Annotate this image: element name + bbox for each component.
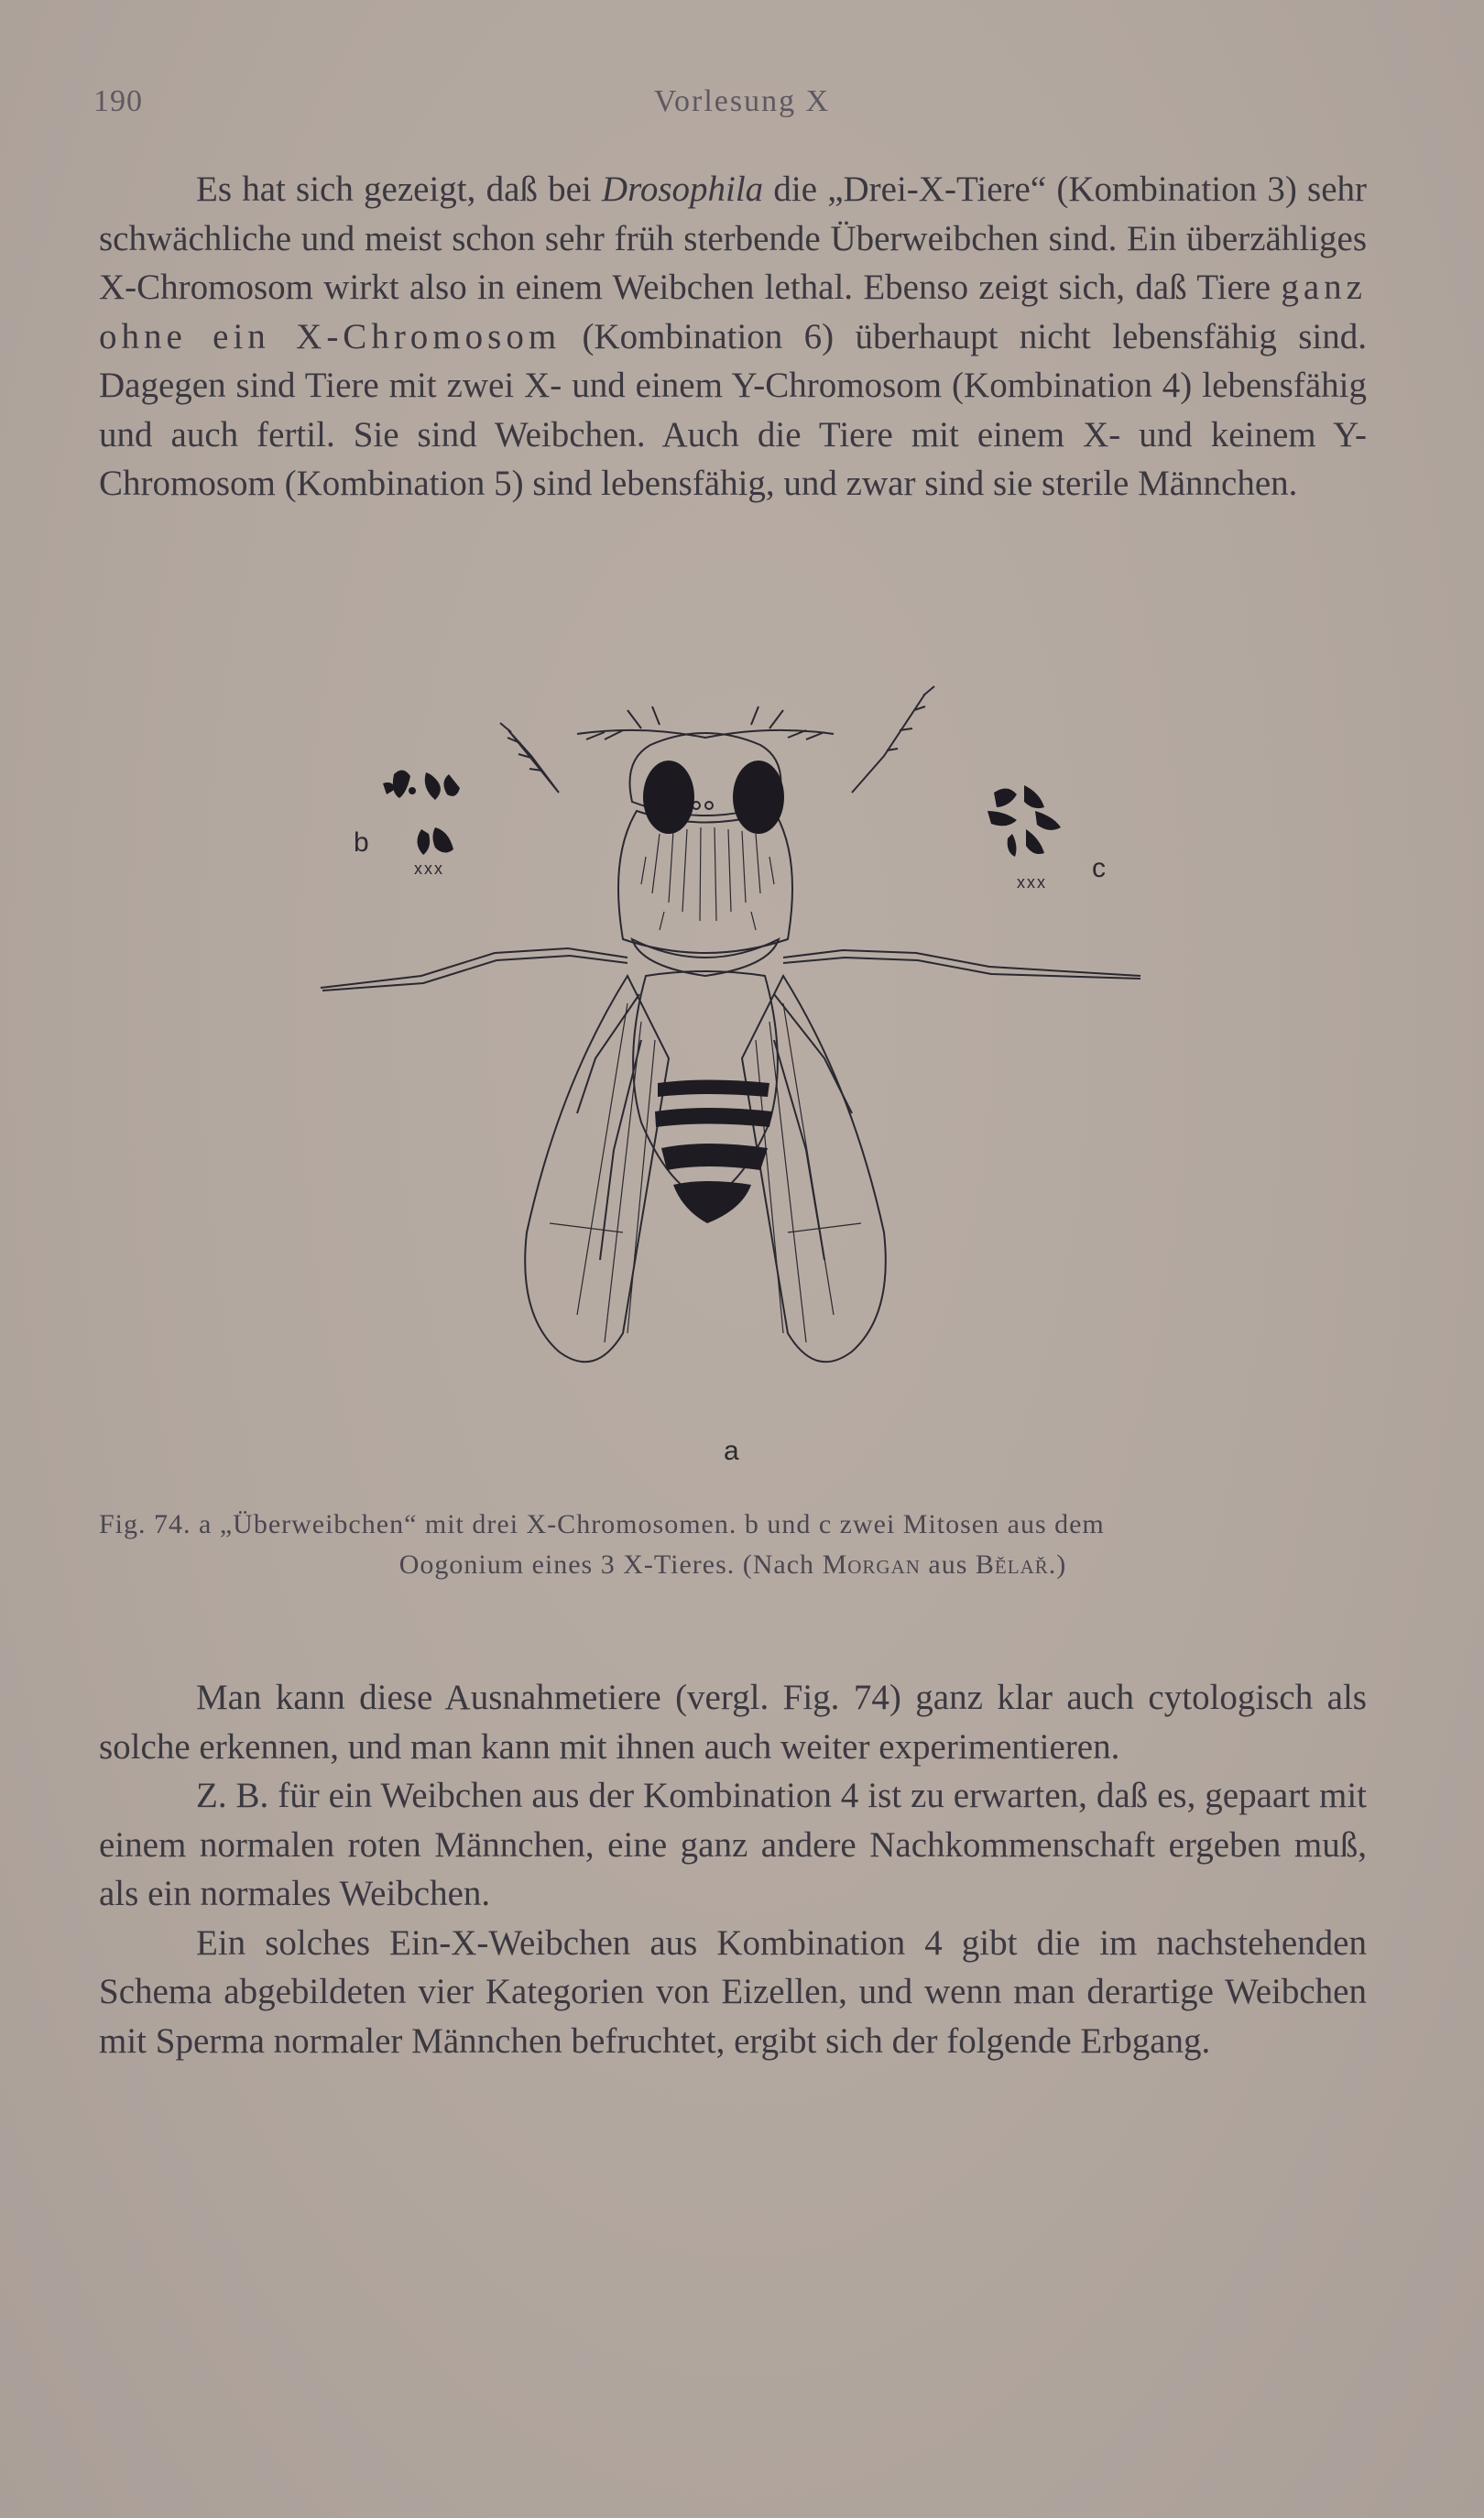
chromosome-group-c [988,785,1061,857]
caption-author-morgan: Morgan [822,1549,921,1580]
spaced-emphasis: ganz ohne ein X-Chromosom [99,268,1367,356]
caption-line-2-end: .) [1048,1549,1067,1580]
paragraph-ein-x-weibchen: Ein solches Ein-X-Weibchen aus Kombination 4 gibt die im nachstehenden Schema abgebildeten vier Kategorien von Eizellen, und wenn man derartige Weibchen mit Sperma normaler Männchen befruchtet, ergibt sich der folgende Erbgang. [99,1922,1367,2061]
paragraph1-part2: die „Drei-X-Tiere“ (Kombination 3) sehr schwächliche und meist schon sehr früh sterbende Überweibchen sind. Ein überzähliges X-Chromosom wirkt also in einem Weibchen lethal. Ebenso zeigt sich, daß Tiere [99,170,1367,307]
body-text-bottom [99,1673,1367,2065]
page-number: 190 [93,84,143,118]
label-a: a [724,1436,739,1466]
paragraph-drei-x-tiere [99,165,1367,509]
caption-line-2 [99,1545,1367,1585]
genus-drosophila: Drosophila [601,170,764,209]
caption-line-2-start: Oogonium eines 3 X-Tieres. (Nach [398,1549,823,1580]
paragraph-ausnahmetiere: Man kann diese Ausnahmetiere (vergl. Fig. 74) ganz klar auch cytologisch als solche erkennen, und man kann mit ihnen auch weiter experimentieren. [99,1678,1367,1767]
caption-author-belar: Bělař [975,1549,1049,1580]
label-c: c [1092,853,1106,883]
paragraph1-part1: Es hat sich gezeigt, daß bei [196,170,602,209]
running-title: Vorlesung X [653,84,831,118]
running-header [93,84,1391,130]
paragraph-kombination-4: Z. B. für ein Weibchen aus der Kombination 4 ist zu erwarten, daß es, gepaart mit einem normalen roten Männchen, eine ganz andere Nachkommenschaft ergeben muß, als ein normales Weibchen. [99,1776,1367,1913]
label-c-xxx: xxx [1017,873,1047,892]
chromosome-group-b [383,770,460,855]
caption-line-1: Fig. 74. a „Überweibchen“ mit drei X-Chromosomen. b und c zwei Mitosen aus dem [99,1509,1105,1539]
body-text-top [99,165,1367,509]
figure-74 [311,673,1154,1489]
paragraph1-part3: (Kombination 6) überhaupt nicht lebensfähig sind. Dagegen sind Tiere mit zwei X- und einem Y-Chromosom (Kombination 4) lebensfähig und auch fertil. Sie sind Weibchen. Auch die Tiere mit einem X- und keinem Y-Chromosom (Kombination 5) sind lebensfähig, und zwar sind sie sterile Männchen. [99,316,1367,503]
label-b: b [354,827,369,858]
caption-line-2-mid: aus [920,1549,976,1580]
drosophila-illustration [311,673,1154,1489]
figure-caption [99,1505,1367,1585]
label-b-xxx: xxx [414,859,444,878]
